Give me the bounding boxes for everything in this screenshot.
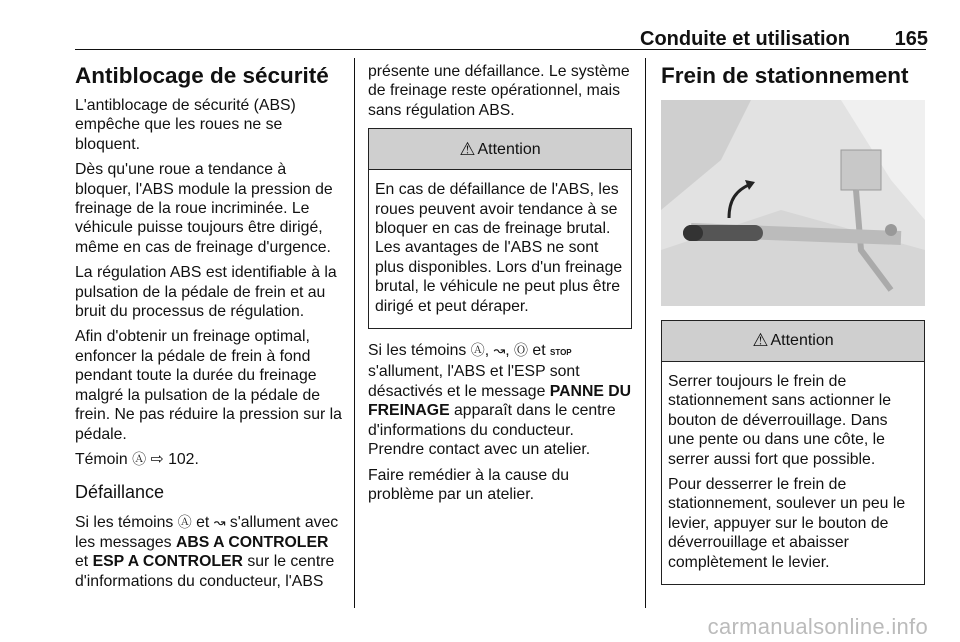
message-esp: ESP A CONTROLER xyxy=(92,553,243,571)
paragraph: Témoin Ⓐ ⇨ 102. xyxy=(75,450,199,468)
message-abs: ABS A CONTROLER xyxy=(175,533,329,551)
abs-warning-icon: Ⓐ xyxy=(470,342,485,359)
paragraph: La régulation ABS est identifiable à la pulsation de la pédale de frein et au bruit du processus de régulation. xyxy=(75,264,337,321)
column-divider xyxy=(645,58,646,608)
column-divider xyxy=(354,58,355,608)
paragraph: présente une défaillance. Le système de freinage reste opérationnel, mais sans régulation ABS. xyxy=(368,63,630,119)
paragraph: Afin d'obtenir un freinage optimal, enfoncer la pédale de frein à fond pendant toute la durée du freinage malgré la pulsation de la pédale de frein. Ne pas réduire la pression sur la pédale. xyxy=(75,328,342,443)
warning-triangle-icon: ⚠ xyxy=(459,138,476,159)
warning-box xyxy=(368,128,632,329)
warning-text: En cas de défaillance de l'ABS, les roues peuvent avoir tendance à se bloquer en cas de freinage brutal. Les avantages de l'ABS ne sont plus disponibles. Lors d'un freinage brutal, le véhicule ne peut plus être dirigé et peut déraper. xyxy=(375,181,623,315)
paragraph: Si les témoins Ⓐ et ↝ s'allument avec les messages ABS A CONTROLER et ESP A CONTROLER sur le centre d'informations du conducteur, l'ABS xyxy=(75,514,339,590)
section-title: Conduite et utilisation xyxy=(640,27,850,50)
column-2 xyxy=(368,62,632,510)
warning-header: ⚠ Attention xyxy=(662,321,924,362)
page-header xyxy=(640,28,928,50)
abs-heading: Antiblocage de sécurité xyxy=(75,63,329,88)
stop-icon: STOP xyxy=(550,348,572,358)
warning-header: ⚠ Attention xyxy=(369,129,631,170)
watermark: carmanualsonline.info xyxy=(707,614,928,639)
warning-triangle-icon: ⚠ xyxy=(752,330,769,351)
paragraph: Si les témoins Ⓐ, ↝, Ⓞ et STOP s'allument, l'ABS et l'ESP sont désactivés et le message PANNE DU FREINAGE apparaît dans le centre d'informations du conducteur. Prendre contact avec un atelier. xyxy=(368,342,632,459)
abs-warning-icon: Ⓐ xyxy=(132,450,147,467)
column-3 xyxy=(661,62,925,597)
paragraph: Dès qu'une roue a tendance à bloquer, l'ABS module la pression de freinage de la roue incriminée. Le véhicule puisse toujours être dirigé, même en cas de freinage d'urgence. xyxy=(75,161,333,256)
paragraph: Faire remédier à la cause du problème par un atelier. xyxy=(368,466,570,503)
message-brake-failure: PANNE DU FREINAGE xyxy=(368,382,632,420)
parking-brake-photo xyxy=(661,100,925,306)
column-1 xyxy=(75,62,345,597)
failure-subheading: Défaillance xyxy=(75,482,165,503)
esp-warning-icon: ↝ xyxy=(213,514,226,531)
warning-text: Serrer toujours le frein de stationnement sans actionner le bouton de déverrouillage. Dans une pente ou dans une côte, le serrer aussi fort que possible. Pour desserrer le frein de stationnement, soulever un peu le levier, appuyer sur le bouton de déverrouillage et abaisser complètement le levier. xyxy=(668,373,906,571)
brake-warning-icon: Ⓞ xyxy=(514,342,529,359)
paragraph: L'antiblocage de sécurité (ABS) empêche que les roues ne se bloquent. xyxy=(75,97,296,153)
page-reference-icon: ⇨ xyxy=(150,450,164,468)
page-number: 165 xyxy=(894,27,928,50)
warning-box xyxy=(661,320,925,585)
abs-warning-icon: Ⓐ xyxy=(177,514,192,531)
header-rule xyxy=(75,49,926,50)
parking-brake-heading: Frein de stationnement xyxy=(661,63,909,88)
esp-warning-icon: ↝ xyxy=(493,342,506,359)
